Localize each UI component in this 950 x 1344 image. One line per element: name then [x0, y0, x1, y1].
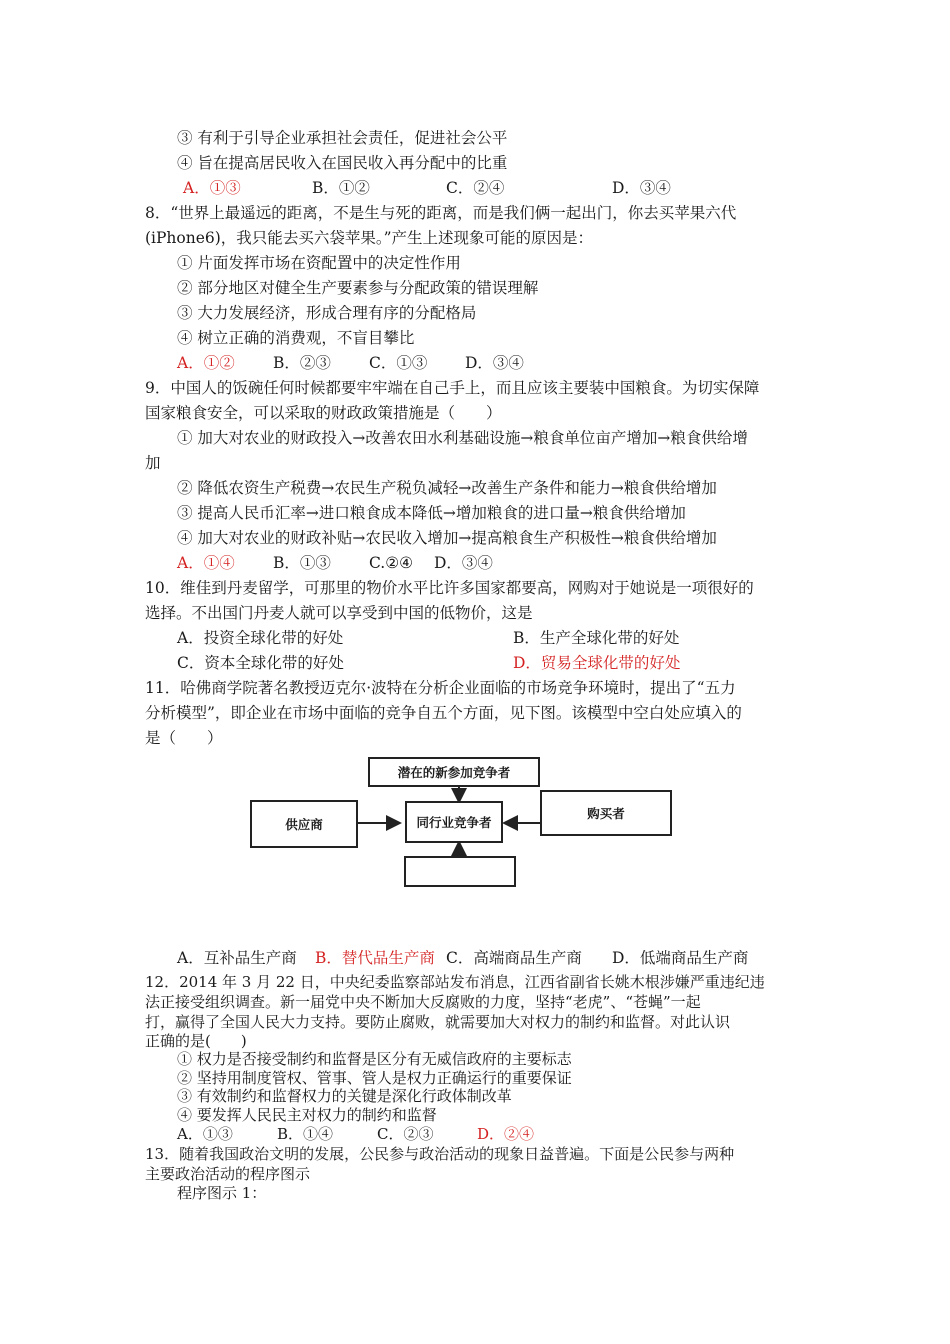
q13-stem-line1: 13．随着我国政治文明的发展，公民参与政治活动的现象日益普遍。下面是公民参与两种	[145, 1145, 735, 1163]
q9-option-1-wrap: 加	[145, 454, 161, 472]
box-blank-answer	[404, 856, 516, 887]
q8-choice-d: D．③④	[465, 354, 524, 372]
box-industry-competitors: 同行业竞争者	[405, 801, 503, 843]
q8-option-4: ④ 树立正确的消费观，不盲目攀比	[177, 329, 415, 347]
q8-option-3: ③ 大力发展经济，形成合理有序的分配格局	[177, 304, 477, 322]
q9-choice-b: B．①③	[273, 554, 331, 572]
q11-choice-a: A．互补品生产商	[177, 949, 297, 967]
q7-choice-b: B．①②	[312, 179, 370, 197]
q12-option-1: ① 权力是否接受制约和监督是区分有无威信政府的主要标志	[177, 1050, 572, 1068]
box-potential-entrants: 潜在的新参加竞争者	[368, 757, 540, 787]
q12-choice-c: C．②③	[377, 1125, 434, 1143]
box-buyers: 购买者	[540, 790, 672, 836]
q11-choice-b: B．替代品生产商	[315, 949, 435, 967]
q13-stem-line2: 主要政治活动的程序图示	[145, 1165, 311, 1183]
q9-stem-line1: 9．中国人的饭碗任何时候都要牢牢端在自己手上，而且应该主要装中国粮食。为切实保障	[145, 379, 760, 397]
q9-option-4: ④ 加大对农业的财政补贴→农民收入增加→提高粮食生产积极性→粮食供给增加	[177, 529, 717, 547]
q7-choice-a: A．①③	[183, 179, 241, 197]
q12-choice-a: A．①③	[177, 1125, 233, 1143]
q9-stem-line2: 国家粮食安全，可以采取的财政政策措施是（ ）	[145, 404, 502, 422]
q12-option-4: ④ 要发挥人民民主对权力的制约和监督	[177, 1106, 437, 1124]
q12-stem-line1: 12．2014 年 3 月 22 日，中央纪委监察部站发布消息，江西省副省长姚木根涉嫌严重违纪违	[145, 973, 765, 991]
q12-choice-b: B．①④	[277, 1125, 334, 1143]
q10-choice-c: C．资本全球化带的好处	[177, 654, 344, 672]
q12-option-2: ② 坚持用制度管权、管事、管人是权力正确运行的重要保证	[177, 1069, 572, 1087]
q9-choice-d: D．③④	[434, 554, 493, 572]
q13-diagram-caption: 程序图示 1：	[177, 1184, 267, 1202]
q12-stem-line2: 法正接受组织调查。新一届党中央不断加大反腐败的力度，坚持“老虎”、“苍蝇”一起	[145, 993, 701, 1011]
q9-option-3: ③ 提高人民币汇率→进口粮食成本降低→增加粮食的进口量→粮食供给增加	[177, 504, 686, 522]
q8-choice-c: C．①③	[369, 354, 428, 372]
q7-option-4: ④ 旨在提高居民收入在国民收入再分配中的比重	[177, 154, 508, 172]
box-suppliers: 供应商	[250, 800, 358, 848]
q10-choice-b: B．生产全球化带的好处	[513, 629, 680, 647]
q8-stem-line1: 8．“世界上最遥远的距离，不是生与死的距离，而是我们俩一起出门，你去买苹果六代	[145, 204, 737, 222]
q11-choice-c: C．高端商品生产商	[446, 949, 582, 967]
q12-option-3: ③ 有效制约和监督权力的关键是深化行政体制改革	[177, 1087, 512, 1105]
q11-choice-d: D．低端商品生产商	[612, 949, 749, 967]
q7-choice-c: C．②④	[446, 179, 505, 197]
q7-choice-d: D．③④	[612, 179, 671, 197]
q11-stem-line3: 是（ ）	[145, 729, 223, 747]
q8-option-1: ① 片面发挥市场在资配置中的决定性作用	[177, 254, 461, 272]
q10-choice-a: A．投资全球化带的好处	[177, 629, 344, 647]
q9-option-2: ② 降低农资生产税费→农民生产税负减轻→改善生产条件和能力→粮食供给增加	[177, 479, 717, 497]
q9-choice-c: C.②④	[369, 554, 414, 572]
q10-stem-line2: 选择。不出国门丹麦人就可以享受到中国的低物价，这是	[145, 604, 533, 622]
q10-stem-line1: 10．维佳到丹麦留学，可那里的物价水平比许多国家都要高，网购对于她说是一项很好的	[145, 579, 754, 597]
q9-choice-a: A．①④	[177, 554, 235, 572]
q11-stem-line2: 分析模型”，即企业在市场中面临的竞争自五个方面，见下图。该模型中空白处应填入的	[145, 704, 742, 722]
q12-stem-line4: 正确的是( )	[145, 1032, 247, 1050]
q12-stem-line3: 打，赢得了全国人民大力支持。要防止腐败，就需要加大对权力的制约和监督。对此认识	[145, 1013, 731, 1031]
q8-choice-a: A．①②	[177, 354, 235, 372]
q7-option-3: ③ 有利于引导企业承担社会责任，促进社会公平	[177, 129, 508, 147]
q12-choice-d: D．②④	[477, 1125, 535, 1143]
q8-choice-b: B．②③	[273, 354, 331, 372]
q10-choice-d: D．贸易全球化带的好处	[513, 654, 681, 672]
q8-stem-line2: (iPhone6)，我只能去买六袋苹果。”产生上述现象可能的原因是：	[145, 229, 593, 247]
q11-stem-line1: 11．哈佛商学院著名教授迈克尔·波特在分析企业面临的市场竞争环境时，提出了“五力	[145, 679, 736, 697]
q8-option-2: ② 部分地区对健全生产要素参与分配政策的错误理解	[177, 279, 539, 297]
q9-option-1: ① 加大对农业的财政投入→改善农田水利基础设施→粮食单位亩产增加→粮食供给增	[177, 429, 748, 447]
